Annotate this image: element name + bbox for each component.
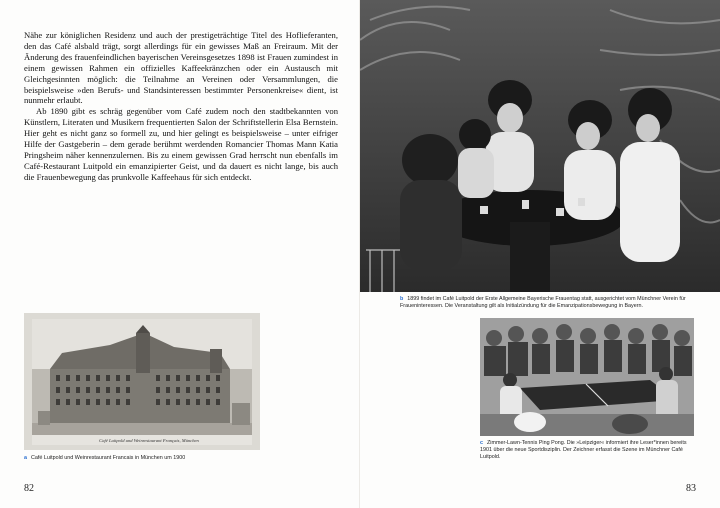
caption-text-c: Zimmer-Lawn-Tennis Ping Pong. Die »Leipziger« informiert ihre Leser*innen bereits 1901 über die neue Sportdisziplin. Der Zeichner erfasst die Szene im Münchner Café Luitpold. — [480, 440, 687, 460]
paragraph-2: Ab 1890 gibt es schräg gegenüber vom Café zudem noch den stadtbekannten von Künstlern, Literaten und Musikern frequentierten Salon der Schriftstellerin Elsa Bernstein. Hier geht es nicht ganz so formell zu, und hier gelingt es beispielsweise – unter eifriger Hilfe der Gastgeberin – dem gerade berühmt werdenden Romancier Thomas Mann Katia Pringsheim näher kennenzulernen. Bis zu einem gewissen Grad herrscht nun ebenfalls im Café-Restaurant Luitpold ein emanzipierter Geist, und da dauert es nicht lange, bis auch die Frauenbewegung das prunkvolle Kaffeehaus für sich entdeckt. — [24, 106, 338, 182]
postcard-inscription: Café Luitpold und Weinrestaurant Français, München — [99, 438, 199, 443]
postcard-photo-cafe-luitpold — [24, 313, 260, 450]
caption-a — [24, 455, 304, 462]
ping-pong-illustration — [480, 318, 694, 436]
paragraph-1: Nähe zur königlichen Residenz und auch der prestigeträchtige Titel des Hoflieferanten, den das Café alsbald trägt, sorgt allerdings für ein gewisses Maß an Freiraum. Mit der Änderung des frauenfeindlichen bayerischen Vereinsgesetzes 1898 ist Frauen zumindest in einem gewissen Rahmen ein offizielles Kaffeekränzchen oder ein Austausch mit Gleichgesinnten möglich: die Teilnahme an Vereinen oder Versammlungen, die beispielsweise »den Berufs- und Standsinteressen bestimmter Personenkreise« dient, ist nunmehr erlaubt. — [24, 30, 338, 106]
women-photo-illustration — [360, 0, 720, 292]
body-text — [24, 30, 338, 183]
caption-letter-a: a — [24, 455, 27, 461]
caption-text-b: 1899 findet im Café Luitpold der Erste Allgemeine Bayerische Frauentag statt, ausgerichtet vom Münchner Verein für Fraueninteressen. Die Veranstaltung gilt als Initialzündung für die Emanzipationsbewegung in Bayern. — [400, 296, 686, 309]
caption-c — [480, 440, 700, 461]
photo-women-at-cafe-table — [360, 0, 720, 292]
caption-letter-b: b — [400, 296, 404, 302]
caption-b — [400, 296, 710, 310]
drawing-ping-pong-scene — [480, 318, 694, 436]
caption-text-a: Café Luitpold und Weinrestaurant Francais in München um 1900 — [31, 455, 186, 461]
right-page — [360, 0, 720, 508]
caption-letter-c: c — [480, 440, 483, 446]
building-illustration — [24, 313, 260, 450]
page-number-left: 82 — [24, 483, 34, 494]
page-number-right: 83 — [686, 483, 696, 494]
